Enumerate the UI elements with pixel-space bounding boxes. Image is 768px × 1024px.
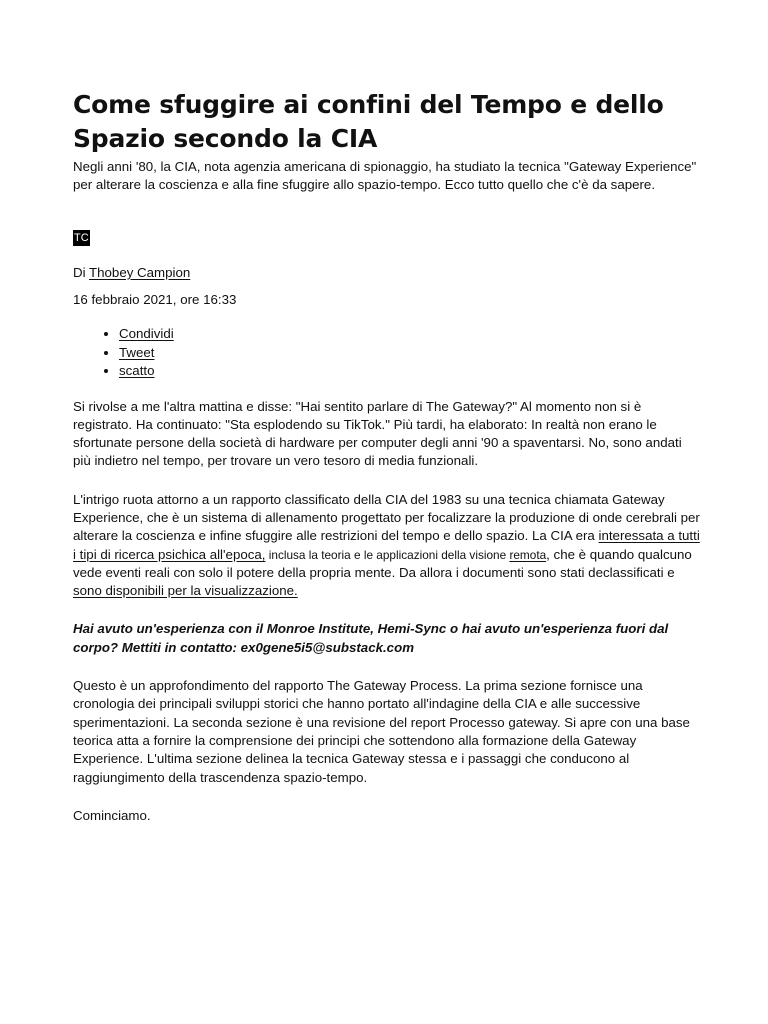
paragraph-start: Cominciamo. (73, 807, 151, 823)
paragraph-cia-report (73, 491, 703, 601)
paragraph-text: inclusa la teoria e le applicazioni della visione (265, 547, 510, 562)
article (73, 88, 703, 825)
snap-link[interactable]: scatto (119, 363, 155, 378)
share-item (119, 325, 703, 344)
share-link[interactable]: Condividi (119, 326, 174, 341)
paragraph-text: L'intrigo ruota attorno a un rapporto classificato della CIA del 1983 su una tecnica chiamata Gateway Experience, che è un sistema di allenamento progettato per focalizzare la produzione di onde cerebrali per alterare la coscienza e infine sfuggire alle restrizioni del tempo e dello spazio. La CIA era (73, 491, 700, 544)
article-subtitle: Negli anni '80, la CIA, nota agenzia americana di spionaggio, ha studiato la tecnica "Gateway Experience" per alterare la coscienza e alla fine sfuggire allo spazio-tempo. Ecco tutto quello che c'è da sapere. (73, 159, 697, 192)
tweet-link[interactable]: Tweet (119, 344, 155, 360)
share-list (73, 325, 703, 381)
byline-prefix: Di (73, 265, 90, 280)
publish-date: 16 febbraio 2021, ore 16:33 (73, 292, 237, 307)
paragraph-intro: Si rivolse a me l'altra mattina e disse: "Hai sentito parlare di The Gateway?" Al momento non si è registrato. Ha continuato: "Sta esplodendo su TikTok." Più tardi, ha elaborato: In realtà non erano le sfortunate persone della società di hardware per computer degli anni '90 a spaventarsi. No, sono andati più indietro nel tempo, per trovare un vero tesoro di media funzionali. (73, 398, 682, 469)
share-item (119, 344, 703, 363)
article-title: Come sfuggire ai confini del Tempo e dello Spazio secondo la CIA (73, 90, 664, 153)
author-avatar[interactable]: TC (74, 232, 89, 244)
paragraph-overview: Questo è un approfondimento del rapporto The Gateway Process. La prima sezione fornisce una cronologia dei principali sviluppi storici che hanno portato all'indagine della CIA e alle successive sperimentazioni. La seconda sezione è una revisione del report Processo gateway. Si apre con una base teorica atta a fornire la comprensione dei principi che sottendono alla formazione della Gateway Experience. L'ultima sezione delinea la tecnica Gateway stessa e i passaggi che conducono al raggiungimento della trascendenza spazio-tempo. (73, 678, 690, 785)
psychic-research-link[interactable]: interessata a tutti i tipi di ricerca psichica all'epoca, (73, 528, 700, 562)
paragraph-text: , che è quando qualcuno vede eventi reali con solo il potere della propria mente. Da allora i documenti sono stati declassificati e (73, 546, 692, 580)
byline (73, 264, 703, 282)
remote-viewing-link[interactable]: remota (509, 547, 547, 562)
documents-available-link[interactable]: sono disponibili per la visualizzazione. (73, 583, 298, 599)
contact-callout: Hai avuto un'esperienza con il Monroe Institute, Hemi-Sync o hai avuto un'esperienza fuori dal corpo? Mettiti in contatto: ex0gene5i5@substack.com (73, 621, 669, 655)
share-item (119, 362, 703, 381)
author-link[interactable]: Thobey Campion (89, 265, 191, 280)
